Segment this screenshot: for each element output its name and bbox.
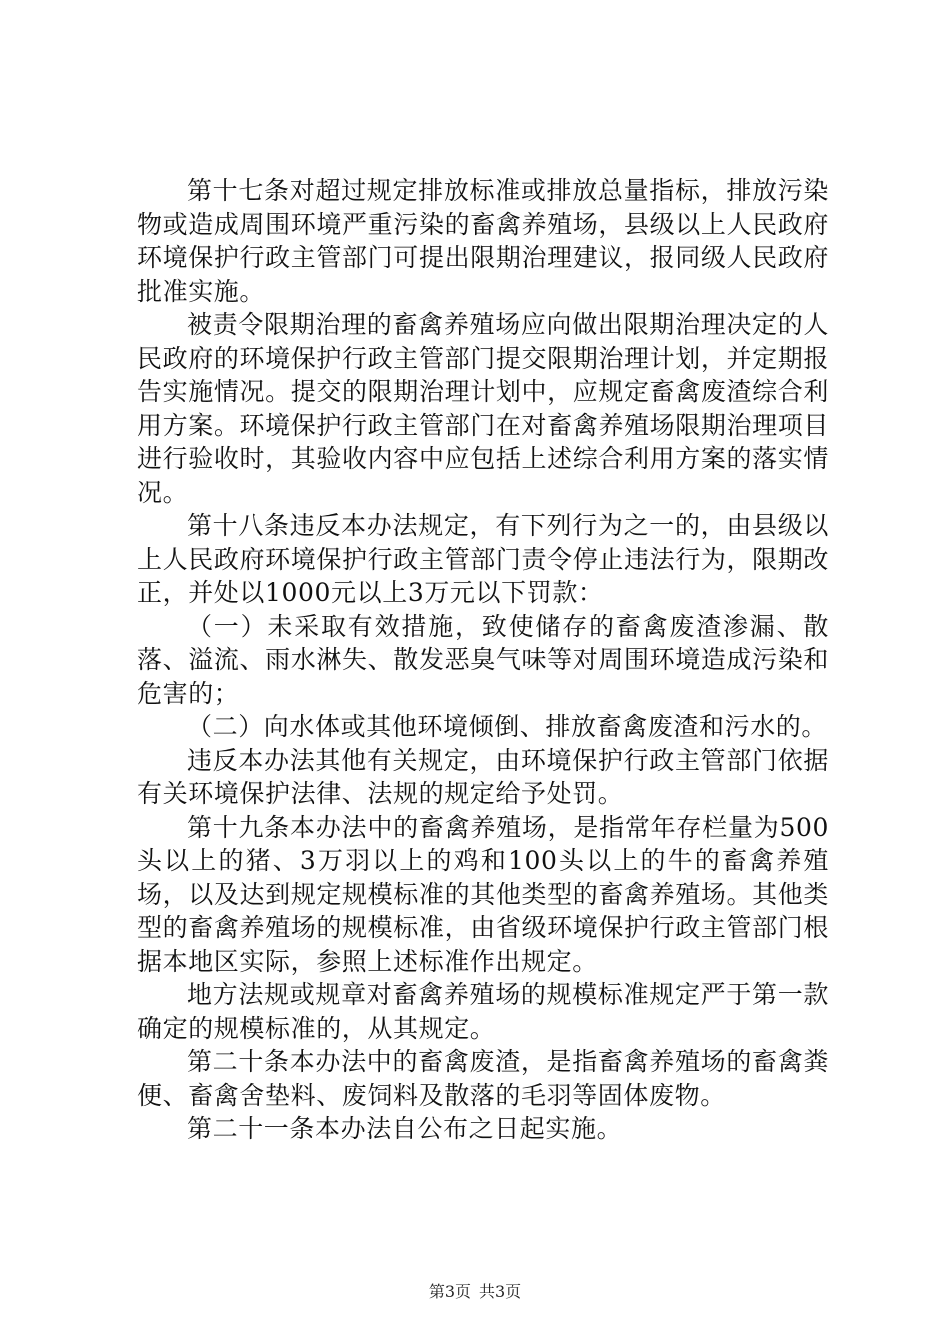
page-number-current: 第3页 [428, 1282, 471, 1301]
document-body [137, 174, 829, 1146]
page-footer [0, 1282, 950, 1302]
paragraph-other-violations: 违反本办法其他有关规定，由环境保护行政主管部门依据有关环境保护法律、法规的规定给予处罚。 [137, 745, 829, 808]
paragraph-local-regulations: 地方法规或规章对畜禽养殖场的规模标准规定严于第一款确定的规模标准的，从其规定。 [137, 980, 829, 1043]
paragraph-item-2: （二）向水体或其他环境倾倒、排放畜禽废渣和污水的。 [187, 712, 828, 741]
paragraph-article-18: 第十八条违反本办法规定，有下列行为之一的，由县级以上人民政府环境保护行政主管部门责令停止违法行为，限期改正，并处以1000元以上3万元以下罚款： [137, 511, 829, 607]
page-number-total: 共3页 [479, 1282, 522, 1301]
paragraph-item-1: （一）未采取有效措施，致使储存的畜禽废渣渗漏、散落、溢流、雨水淋失、散发恶臭气味等对周围环境造成污染和危害的； [137, 611, 829, 708]
paragraph-rectification-plan: 被责令限期治理的畜禽养殖场应向做出限期治理决定的人民政府的环境保护行政主管部门提交限期治理计划，并定期报告实施情况。提交的限期治理计划中，应规定畜禽废渣综合利用方案。环境保护行政主管部门在对畜禽养殖场限期治理项目进行验收时，其验收内容中应包括上述综合利用方案的落实情况。 [137, 310, 829, 507]
paragraph-article-19: 第十九条本办法中的畜禽养殖场，是指常年存栏量为500头以上的猪、3万羽以上的鸡和100头以上的牛的畜禽养殖场，以及达到规定规模标准的其他类型的畜禽养殖场。其他类型的畜禽养殖场的规模标准，由省级环境保护行政主管部门根据本地区实际，参照上述标准作出规定。 [137, 812, 829, 976]
paragraph-article-20: 第二十条本办法中的畜禽废渣，是指畜禽养殖场的畜禽粪便、畜禽舍垫料、废饲料及散落的毛羽等固体废物。 [137, 1047, 829, 1110]
paragraph-article-21: 第二十一条本办法自公布之日起实施。 [187, 1114, 623, 1143]
paragraph-article-17: 第十七条对超过规定排放标准或排放总量指标，排放污染物或造成周围环境严重污染的畜禽养殖场，县级以上人民政府环境保护行政主管部门可提出限期治理建议，报同级人民政府批准实施。 [137, 176, 829, 306]
